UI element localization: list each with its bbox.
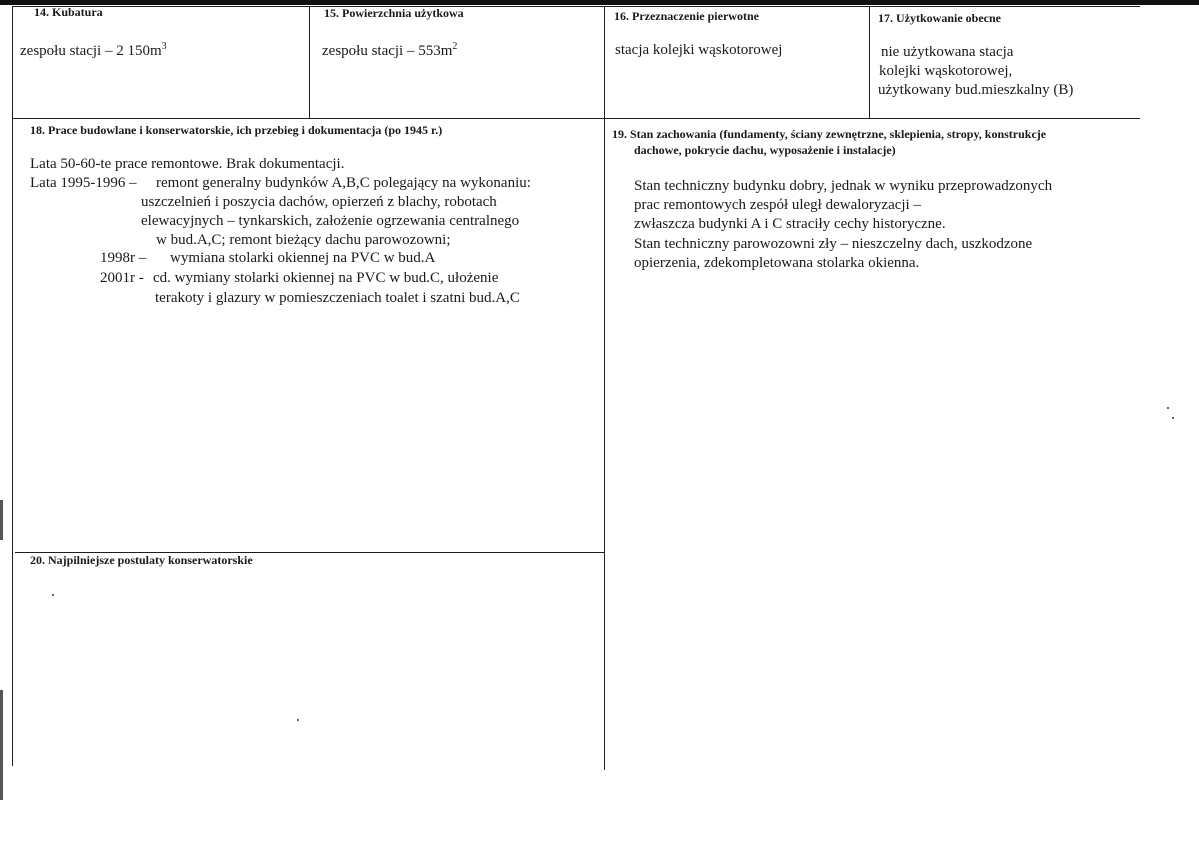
cell-16-value: stacja kolejki wąskotorowej [615, 42, 783, 58]
cell-20-title: 20. Najpilniejsze postulaty konserwatorskie [30, 553, 253, 567]
cell-18-entry-cont: w bud.A,C; remont bieżący dachu parowozowni; [156, 232, 451, 248]
grid-left-border [12, 6, 13, 766]
cell-15-value [322, 38, 457, 60]
cell-17-line: użytkowany bud.mieszkalny (B) [878, 82, 1074, 98]
cell-19-line: opierzenia, zdekompletowana stolarka okienna. [634, 255, 920, 271]
cell-14-value-text: zespołu stacji – 2 150m [20, 43, 162, 59]
cell-15-title: 15. Powierzchnia użytkowa [324, 6, 464, 20]
cell-19-line: Stan techniczny budynku dobry, jednak w wyniku przeprowadzonych [634, 178, 1053, 194]
cell-18-entry-label: 1998r – [100, 250, 147, 266]
cell-17-title: 17. Użytkowanie obecne [878, 11, 1001, 25]
cell-18-entry-cont: terakoty i glazury w pomieszczeniach toalet i szatni bud.A,C [155, 290, 520, 306]
cell-15-value-exponent: 2 [452, 41, 458, 52]
cell-14-value-exponent: 3 [161, 41, 167, 52]
scan-edge-mark [0, 500, 3, 540]
cell-17-line: kolejki wąskotorowej, [879, 63, 1013, 79]
cell-19-title-line-2: dachowe, pokrycie dachu, wyposażenie i instalacje) [634, 143, 896, 157]
scan-edge-mark [0, 690, 3, 800]
col-divider-1 [309, 6, 310, 118]
scan-top-edge [0, 0, 1199, 5]
cell-18-entry-text: cd. wymiany stolarki okiennej na PVC w bud.C, ułożenie [153, 270, 499, 286]
cell-15-value-text: zespołu stacji – 553m [322, 43, 453, 59]
cell-18-entry-text: remont generalny budynków A,B,C polegający na wykonaniu: [156, 175, 531, 191]
scan-speck [297, 719, 299, 721]
cell-19-line: Stan techniczny parowozowni zły – nieszczelny dach, uszkodzone [634, 236, 1033, 252]
cell-18-entry-label: Lata 1995-1996 – [30, 175, 137, 191]
cell-18-title: 18. Prace budowlane i konserwatorskie, ich przebieg i dokumentacja (po 1945 r.) [30, 123, 443, 137]
cell-18-intro: Lata 50-60-te prace remontowe. Brak dokumentacji. [30, 156, 345, 172]
cell-19-line: zwłaszcza budynki A i C straciły cechy historyczne. [634, 216, 946, 232]
row1-top-border [12, 6, 1140, 7]
cell-18-entry-text: wymiana stolarki okiennej na PVC w bud.A [170, 250, 436, 266]
cell-18-entry-cont: elewacyjnych – tynkarskich, założenie ogrzewania centralnego [141, 213, 520, 229]
cell-19-line: prac remontowych zespół uległ dewaloryzacji – [634, 197, 921, 213]
scan-speck [52, 594, 54, 596]
col-divider-2 [604, 6, 605, 770]
scan-speck [1167, 407, 1169, 409]
cell-18-entry-label: 2001r - [100, 270, 144, 286]
row1-bottom-border [12, 118, 1140, 119]
cell-14-value [20, 38, 167, 60]
cell-16-title: 16. Przeznaczenie pierwotne [614, 9, 759, 23]
cell-14-title: 14. Kubatura [34, 5, 103, 19]
cell-19-title-line-1: 19. Stan zachowania (fundamenty, ściany zewnętrzne, sklepienia, stropy, konstrukcje [612, 127, 1047, 141]
cell-18-entry-cont: uszczelnień i poszycia dachów, opierzeń z blachy, robotach [141, 194, 497, 210]
cell-17-line: nie użytkowana stacja [881, 44, 1014, 60]
scan-speck [1172, 417, 1174, 419]
col-divider-3 [869, 6, 870, 118]
